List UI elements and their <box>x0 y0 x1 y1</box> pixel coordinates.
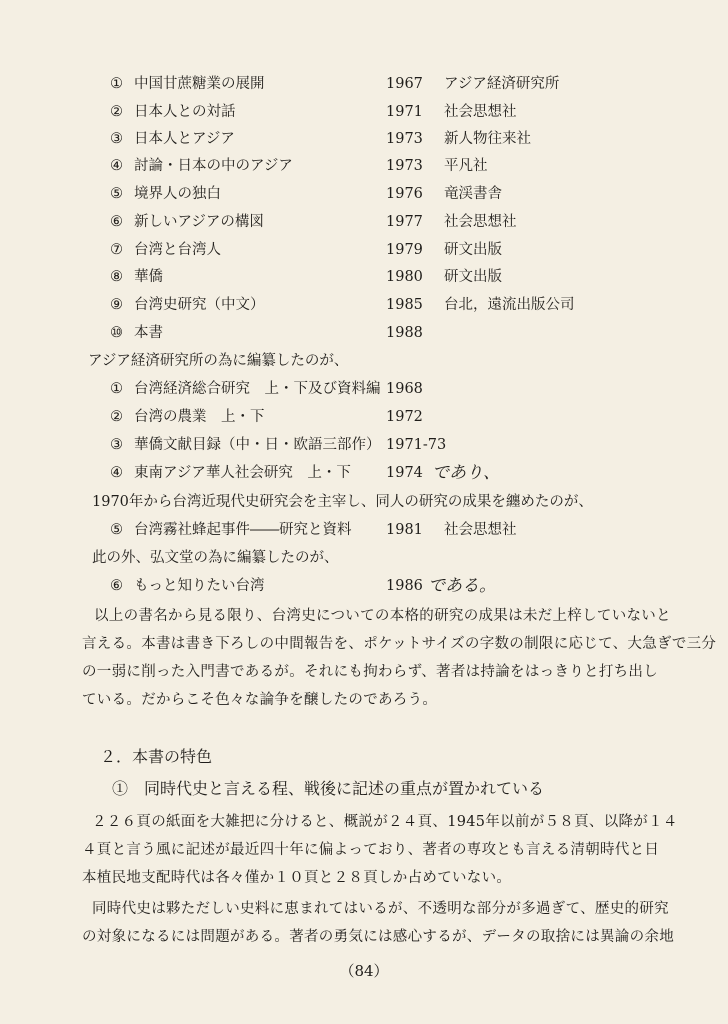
book-publisher: アジア経済研究所 <box>444 76 560 92</box>
book-publisher: 研文出版 <box>444 242 502 258</box>
list-number: ⑨ <box>110 297 123 313</box>
book-year: 1986 <box>386 578 423 594</box>
book-year: 1981 <box>386 522 423 538</box>
list-number: ① <box>110 381 123 397</box>
paragraph-line: ２２６頁の紙面を大雑把に分けると、概説が２４頁、1945年以前が５８頁、以降が１４ <box>92 814 678 830</box>
book-title: 新しいアジアの構図 <box>134 214 264 230</box>
subsection-heading: ① 同時代史と言える程、戦後に記述の重点が置かれている <box>112 779 545 798</box>
book-year: 1971-73 <box>386 437 447 453</box>
book-publisher: 研文出版 <box>444 269 502 285</box>
page-number: （84） <box>339 962 389 980</box>
book-title: 台湾の農業 上・下 <box>134 409 265 425</box>
paragraph-line: 本植民地支配時代は各々僅か１０頁と２８頁しか占めていない。 <box>82 870 512 886</box>
book-title: 東南アジア華人社会研究 上・下 <box>134 465 351 481</box>
paragraph-line: 言える。本書は書き下ろしの中間報告を、ポケットサイズの字数の制限に応じて、大急ぎで三分 <box>82 636 717 652</box>
book-title: 台湾と台湾人 <box>134 242 221 258</box>
paragraph-line: の一弱に削った入門書であるが。それにも拘わらず、著者は持論をはっきりと打ち出し <box>82 664 659 680</box>
book-year: 1988 <box>386 325 423 341</box>
book-title: 華僑 <box>134 269 163 285</box>
list-number: ① <box>110 76 123 92</box>
book-title: 中国甘蔗糖業の展開 <box>134 76 265 92</box>
list-number: ⑤ <box>110 186 123 202</box>
book-publisher: 竜渓書舎 <box>444 186 502 202</box>
book-year: 1979 <box>386 242 423 258</box>
book-title: 日本人との対話 <box>134 104 236 120</box>
section-intro: アジア経済研究所の為に編纂したのが、 <box>88 353 349 369</box>
list-number: ⑥ <box>110 578 123 594</box>
handwritten-note: であり、 <box>432 463 500 483</box>
list-number: ④ <box>110 158 123 174</box>
paragraph-line: の対象になるには問題がある。著者の勇気には感心するが、データの取捨には異論の余地 <box>82 929 674 945</box>
book-title: 台湾霧社蜂起事件――研究と資料 <box>134 522 352 538</box>
book-title: 台湾史研究（中文） <box>134 297 265 313</box>
book-title: 台湾経済総合研究 上・下及び資料編 <box>134 381 381 397</box>
book-year: 1973 <box>386 158 423 174</box>
book-title: 境界人の独白 <box>134 186 221 202</box>
book-year: 1980 <box>386 269 423 285</box>
section-intro: 1970年から台湾近現代史研究会を主宰し、同人の研究の成果を纏めたのが、 <box>92 494 593 510</box>
paragraph-line: 以上の書名から見る限り、台湾史についての本格的研究の成果は未だ上梓していないと <box>94 608 671 624</box>
book-publisher: 平凡社 <box>444 158 488 174</box>
handwritten-note: である。 <box>428 576 496 596</box>
book-year: 1968 <box>386 381 423 397</box>
list-number: ⑩ <box>110 325 123 341</box>
list-number: ⑧ <box>110 269 123 285</box>
list-number: ⑥ <box>110 214 123 230</box>
paragraph-line: ４頁と言う風に記述が最近四十年に偏よっており、著者の専攻とも言える清朝時代と日 <box>82 842 660 858</box>
book-year: 1973 <box>386 131 423 147</box>
book-title: 日本人とアジア <box>134 131 235 147</box>
book-year: 1977 <box>386 214 423 230</box>
list-number: ③ <box>110 131 123 147</box>
book-publisher: 社会思想社 <box>444 214 517 230</box>
book-year: 1967 <box>386 76 423 92</box>
book-publisher: 社会思想社 <box>444 522 517 538</box>
list-number: ② <box>110 409 123 425</box>
section-heading: ２．本書の特色 <box>100 747 213 766</box>
book-publisher: 社会思想社 <box>444 104 517 120</box>
list-number: ② <box>110 104 123 120</box>
book-year: 1985 <box>386 297 423 313</box>
paragraph-line: 同時代史は夥ただしい史料に恵まれてはいるが、不透明な部分が多過ぎて、歴史的研究 <box>92 901 669 917</box>
book-publisher: 台北，遠流出版公司 <box>444 297 575 313</box>
list-number: ⑦ <box>110 242 123 258</box>
book-year: 1971 <box>386 104 423 120</box>
book-publisher: 新人物往来社 <box>444 131 531 147</box>
book-title: 討論・日本の中のアジア <box>134 158 293 174</box>
list-number: ③ <box>110 437 123 453</box>
book-year: 1976 <box>386 186 423 202</box>
list-number: ⑤ <box>110 522 123 538</box>
book-title: もっと知りたい台湾 <box>134 578 265 594</box>
section-intro: 此の外、弘文堂の為に編纂したのが、 <box>92 550 339 566</box>
book-year: 1974 <box>386 465 423 481</box>
list-number: ④ <box>110 465 123 481</box>
book-title: 華僑文献目録（中・日・欧語三部作） <box>134 437 381 453</box>
book-title: 本書 <box>134 325 163 341</box>
book-year: 1972 <box>386 409 423 425</box>
paragraph-line: ている。だからこそ色々な論争を醸したのであろう。 <box>82 692 438 708</box>
